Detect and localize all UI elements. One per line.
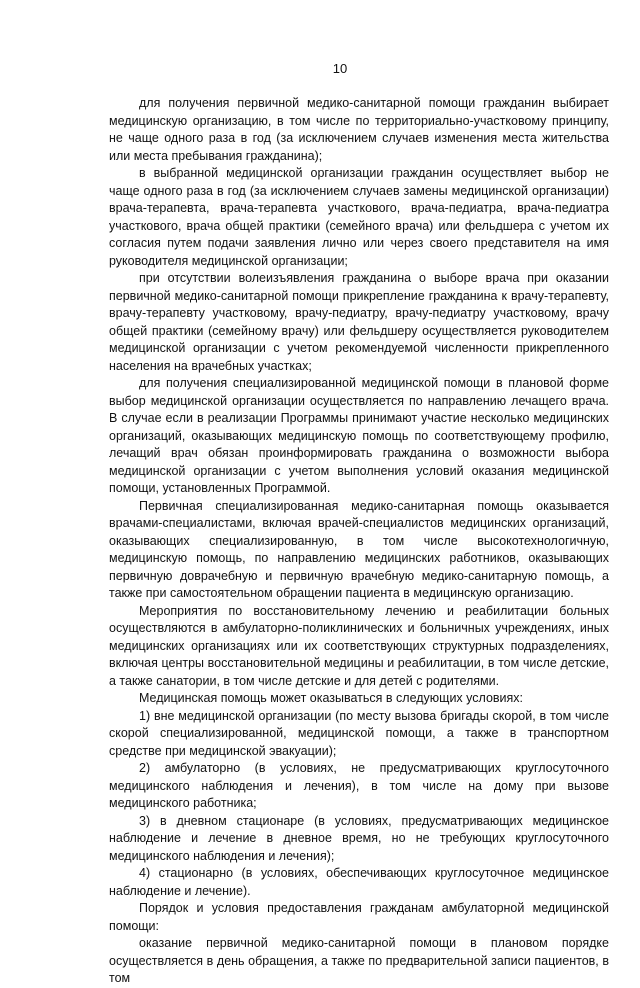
paragraph-outpatient-procedure: Порядок и условия предоставления гражданам амбулаторной медицинской помощи: — [109, 901, 609, 933]
paragraph-choice-of-organization: для получения первичной медико-санитарной помощи гражданин выбирает медицинскую организацию, в том числе по территориально-участковому принципу, не чаще одного раза в год (за исключением случаев изменения места жительства или места пребывания гражданина); — [109, 96, 609, 163]
paragraph-specialized-care-choice: для получения специализированной медицинской помощи в плановой форме выбор медицинской организации осуществляется по направлению лечащего врача. В случае если в реализации Программы принимают участие несколько медицинских организаций, оказывающих медицинскую помощь по соответствующему профилю, лечащий врач обязан проинформировать гражданина о возможности выбора медицинской организации с учетом выполнения условий оказания медицинской помощи, установленных Программой. — [109, 376, 609, 495]
page-body — [109, 95, 609, 988]
paragraph-primary-specialized-care: Первичная специализированная медико-санитарная помощь оказывается врачами-специалистами, включая врачей-специалистов медицинских организаций, оказывающих специализированную, в том числе высокотехнологичную, медицинскую помощь, по направлению медицинских работников, оказывающих первичную доврачебную и первичную врачебную медико-санитарную помощь, а также при самостоятельном обращении пациента в медицинскую организацию. — [109, 498, 609, 600]
list-item-outpatient: 2) амбулаторно (в условиях, не предусматривающих круглосуточного медицинского наблюдения и лечения), в том числе на дому при вызове медицинского работника; — [109, 761, 609, 810]
paragraph-rehabilitation: Мероприятия по восстановительному лечению и реабилитации больных осуществляются в амбулаторно-поликлинических и больничных учреждениях, иных медицинских организациях или их соответствующих структурных подразделениях, включая центры восстановительной медицины и реабилитации, в том числе детские, а также санатории, в том числе детские и для детей с родителями. — [109, 603, 609, 688]
paragraph-planned-primary-care: оказание первичной медико-санитарной помощи в плановом порядке осуществляется в день обращения, а также по предварительной записи пациентов, в том — [109, 936, 609, 985]
list-item-outside-organization: 1) вне медицинской организации (по месту вызова бригады скорой, в том числе скорой специализированной, медицинской помощи, а также в транспортном средстве при медицинской эвакуации); — [109, 708, 609, 758]
list-item-day-hospital: 3) в дневном стационаре (в условиях, предусматривающих медицинское наблюдение и лечение в дневное время, но не требующих круглосуточного медицинского наблюдения и лечения); — [109, 813, 609, 863]
page-number: 10 — [332, 61, 348, 76]
paragraph-care-conditions-intro: Медицинская помощь может оказываться в следующих условиях: — [139, 691, 524, 705]
paragraph-choice-of-doctor: в выбранной медицинской организации гражданин осуществляет выбор не чаще одного раза в год (за исключением случаев замены медицинской организации) врача-терапевта, врача-терапевта участкового, врача-педиатра, врача-педиатра участкового, врача общей практики (семейного врача) или фельдшера с учетом их согласия путем подачи заявления лично или через своего представителя на имя руководителя медицинской организации; — [109, 166, 609, 268]
paragraph-default-attachment: при отсутствии волеизъявления гражданина о выборе врача при оказании первичной медико-санитарной помощи прикрепление гражданина к врачу-терапевту, врачу-терапевту участковому, врачу-педиатру, врачу-педиатру участковому, врачу общей практики (семейному врачу) или фельдшеру осуществляется руководителем медицинской организации с учетом рекомендуемой численности прикрепленного населения на врачебных участках; — [109, 271, 609, 373]
list-item-inpatient: 4) стационарно (в условиях, обеспечивающих круглосуточное медицинское наблюдение и лечение). — [109, 866, 609, 898]
